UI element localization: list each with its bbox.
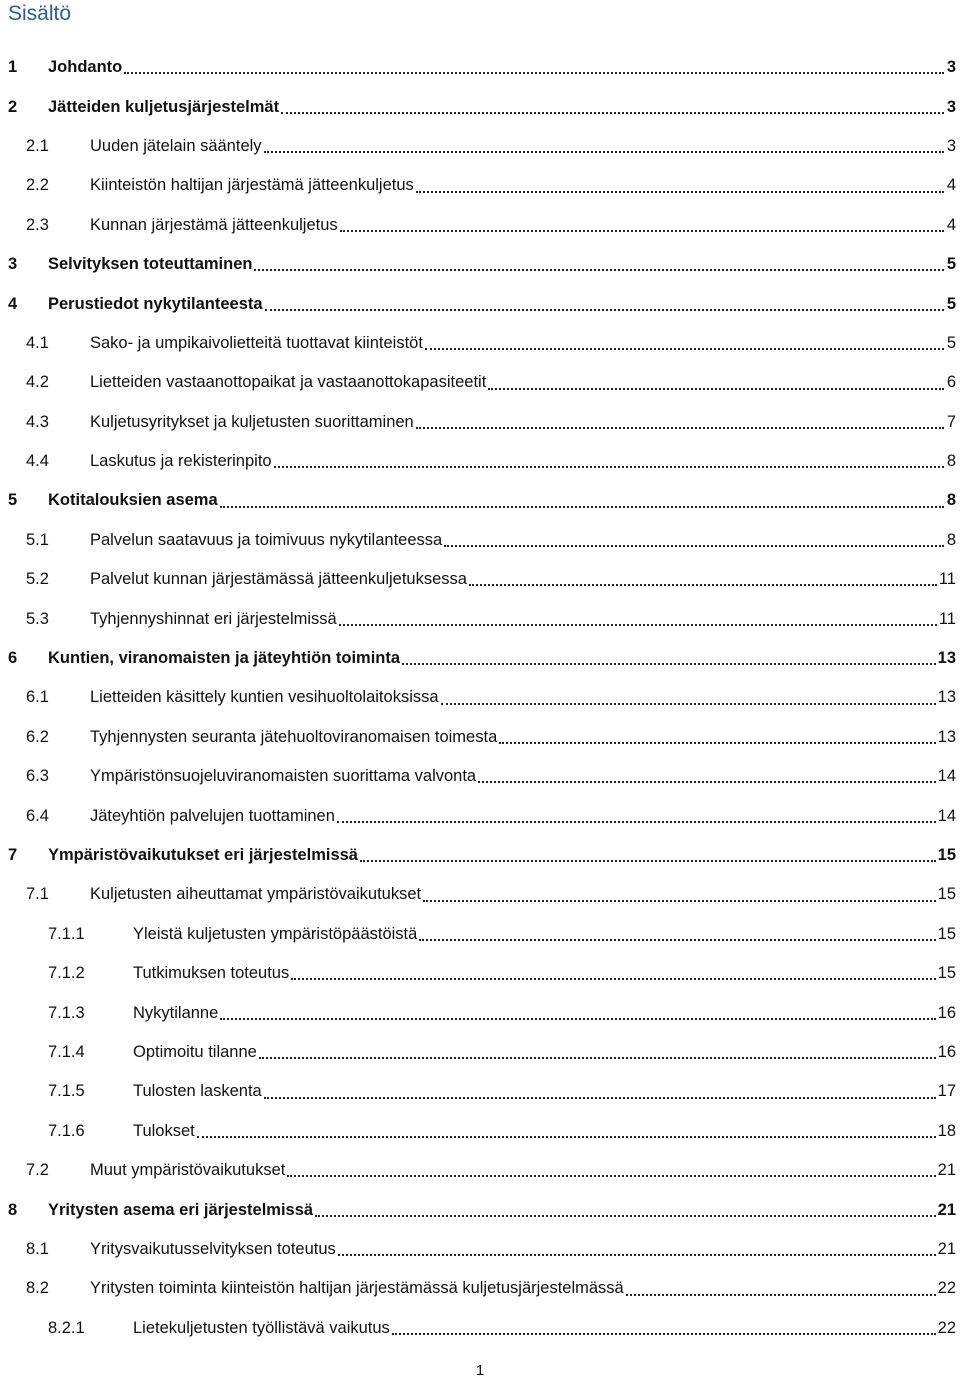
toc-entry-body — [133, 1309, 956, 1348]
toc-entry-title[interactable]: Uuden jätelain sääntely — [90, 136, 262, 155]
toc-entry-title[interactable]: Kotitalouksien asema — [48, 491, 218, 510]
toc-entry[interactable] — [0, 639, 960, 678]
toc-entry[interactable] — [0, 757, 960, 796]
toc-entry[interactable] — [0, 993, 960, 1032]
toc-entry-number: 6.3 — [26, 767, 49, 786]
toc-entry-number: 7.2 — [26, 1161, 49, 1180]
toc-entry-title[interactable]: Ympäristönsuojeluviranomaisten suorittama valvonta — [90, 767, 477, 786]
toc-entry-page: 14 — [937, 767, 956, 786]
toc-entry-page: 5 — [946, 333, 956, 352]
toc-entry-page: 4 — [946, 215, 956, 234]
toc-entry-body — [90, 206, 956, 245]
toc-entry-title[interactable]: Yritysvaikutusselvityksen toteutus — [90, 1239, 336, 1258]
dot-leader — [360, 859, 936, 862]
dot-leader — [499, 741, 935, 744]
toc-entry-page: 15 — [937, 924, 956, 943]
toc-entry-number: 5 — [8, 491, 18, 510]
toc-entry[interactable] — [0, 403, 960, 442]
toc-entry[interactable] — [0, 954, 960, 993]
toc-entry-number: 7.1 — [26, 885, 49, 904]
toc-entry-title[interactable]: Johdanto — [48, 58, 123, 77]
toc-entry-number: 7.1.2 — [48, 964, 85, 983]
toc-entry-number: 2.2 — [26, 176, 49, 195]
toc-entry[interactable] — [0, 87, 960, 126]
dot-leader — [291, 977, 935, 980]
toc-entry-body — [90, 796, 956, 835]
toc-entry-title[interactable]: Kuljetusyritykset ja kuljetusten suorittaminen — [90, 412, 414, 431]
toc-entry-body — [133, 954, 956, 993]
dot-leader — [419, 938, 935, 941]
toc-entry-body — [90, 875, 956, 914]
toc-entry[interactable] — [0, 521, 960, 560]
dot-leader — [469, 583, 937, 586]
toc-entry-number: 8.2 — [26, 1279, 49, 1298]
toc-entry-body — [90, 718, 956, 757]
toc-entry-body — [90, 442, 956, 481]
dot-leader — [416, 190, 944, 193]
toc-entry[interactable] — [0, 1033, 960, 1072]
table-of-contents — [0, 48, 960, 1348]
toc-entry-number: 7.1.3 — [48, 1003, 85, 1022]
toc-entry-body — [90, 1151, 956, 1190]
toc-entry-body — [90, 324, 956, 363]
toc-entry-title[interactable]: Tyhjennysten seuranta jätehuoltoviranomaisen toimesta — [90, 727, 498, 746]
toc-entry-title[interactable]: Jätteiden kuljetusjärjestelmät — [48, 97, 280, 116]
dot-leader — [220, 505, 944, 508]
toc-entry-title[interactable]: Tutkimuksen toteutus — [133, 964, 290, 983]
toc-entry-title[interactable]: Optimoitu tilanne — [133, 1042, 257, 1061]
dot-leader — [287, 1174, 935, 1177]
toc-entry-body — [90, 1230, 956, 1269]
toc-entry-page: 22 — [937, 1279, 956, 1298]
toc-entry-page: 4 — [946, 176, 956, 195]
toc-entry[interactable] — [0, 1309, 960, 1348]
toc-entry-title[interactable]: Palvelut kunnan järjestämässä jätteenkuljetuksessa — [90, 570, 467, 589]
dot-leader — [444, 544, 944, 547]
toc-entry-title[interactable]: Lietteiden vastaanottopaikat ja vastaanottokapasiteetit — [90, 373, 487, 392]
toc-entry-page: 21 — [937, 1161, 956, 1180]
toc-entry-body — [133, 915, 956, 954]
toc-entry-body — [133, 1072, 956, 1111]
toc-entry[interactable] — [0, 678, 960, 717]
toc-entry-title[interactable]: Nykytilanne — [133, 1003, 219, 1022]
dot-leader — [392, 1332, 936, 1335]
toc-entry-page: 8 — [946, 530, 956, 549]
toc-entry-page: 14 — [937, 806, 956, 825]
toc-entry-body — [48, 48, 956, 87]
toc-entry-page: 3 — [946, 97, 956, 116]
toc-entry-number: 8 — [8, 1200, 18, 1219]
toc-entry-page: 3 — [946, 136, 956, 155]
toc-entry[interactable] — [0, 442, 960, 481]
dot-leader — [337, 820, 936, 823]
toc-entry-title[interactable]: Yritysten asema eri järjestelmissä — [48, 1200, 314, 1219]
toc-entry-number: 7.1.6 — [48, 1121, 85, 1140]
toc-entry-page: 5 — [946, 255, 956, 274]
dot-leader — [340, 229, 944, 232]
toc-entry-body — [133, 1112, 956, 1151]
toc-entry-title[interactable]: Kuljetusten aiheuttamat ympäristövaikutukset — [90, 885, 422, 904]
toc-entry[interactable] — [0, 324, 960, 363]
toc-entry-number: 6.1 — [26, 688, 49, 707]
dot-leader — [124, 71, 944, 74]
toc-entry-number: 6.4 — [26, 806, 49, 825]
toc-entry-title[interactable]: Tyhjennyshinnat eri järjestelmissä — [90, 609, 337, 628]
toc-entry-page: 11 — [938, 609, 956, 628]
toc-entry[interactable] — [0, 796, 960, 835]
toc-entry-title[interactable]: Sako- ja umpikaivolietteitä tuottavat kiinteistöt — [90, 333, 423, 352]
toc-entry-title[interactable]: Kunnan järjestämä jätteenkuljetus — [90, 215, 338, 234]
toc-entry[interactable] — [0, 836, 960, 875]
toc-entry-page: 21 — [937, 1239, 956, 1258]
dot-leader — [338, 1253, 936, 1256]
toc-entry-number: 6.2 — [26, 727, 49, 746]
toc-entry[interactable] — [0, 284, 960, 323]
toc-entry[interactable] — [0, 718, 960, 757]
toc-entry-body — [48, 639, 956, 678]
toc-entry[interactable] — [0, 1269, 960, 1308]
dot-leader — [339, 623, 937, 626]
toc-entry-number: 5.3 — [26, 609, 49, 628]
dot-leader — [416, 426, 944, 429]
toc-entry-body — [90, 363, 956, 402]
dot-leader — [425, 347, 944, 350]
toc-entry-page: 13 — [937, 649, 956, 668]
toc-entry-number: 7.1.1 — [48, 924, 85, 943]
toc-entry-title[interactable]: Lietteiden käsittely kuntien vesihuoltolaitoksissa — [90, 688, 439, 707]
toc-entry[interactable] — [0, 560, 960, 599]
dot-leader — [264, 150, 944, 153]
toc-entry-body — [90, 127, 956, 166]
dot-leader — [626, 1293, 936, 1296]
toc-entry-body — [133, 1033, 956, 1072]
dot-leader — [259, 1056, 936, 1059]
toc-entry-number: 2 — [8, 97, 18, 116]
toc-entry-body — [90, 678, 956, 717]
toc-entry-body — [48, 1190, 956, 1229]
toc-entry-body — [48, 284, 956, 323]
toc-entry[interactable] — [0, 875, 960, 914]
dot-leader — [274, 465, 944, 468]
toc-entry-body — [90, 599, 956, 638]
toc-entry-title[interactable]: Yleistä kuljetusten ympäristöpäästöistä — [133, 924, 418, 943]
dot-leader — [197, 1135, 936, 1138]
toc-entry-page: 8 — [946, 452, 956, 471]
toc-entry-title[interactable]: Ympäristövaikutukset eri järjestelmissä — [48, 846, 358, 864]
toc-entry-page: 6 — [946, 373, 956, 392]
toc-entry[interactable] — [0, 48, 960, 87]
toc-entry-number: 2.1 — [26, 136, 49, 155]
toc-entry-page: 13 — [937, 688, 956, 707]
toc-entry-page: 15 — [937, 964, 956, 983]
dot-leader — [441, 702, 936, 705]
toc-entry[interactable] — [0, 1190, 960, 1229]
toc-entry-body — [90, 166, 956, 205]
toc-entry[interactable] — [0, 1151, 960, 1190]
dot-leader — [488, 387, 944, 390]
toc-entry-number: 3 — [8, 255, 18, 274]
toc-entry[interactable] — [0, 915, 960, 954]
toc-entry-number: 7 — [8, 846, 18, 864]
dot-leader — [265, 308, 944, 311]
toc-title: Sisältö — [8, 2, 72, 25]
toc-entry-title[interactable]: Yritysten toiminta kiinteistön haltijan järjestämässä kuljetusjärjestelmässä — [90, 1279, 624, 1298]
dot-leader — [220, 1017, 935, 1020]
toc-entry-number: 8.2.1 — [48, 1318, 85, 1337]
toc-entry[interactable] — [0, 1072, 960, 1111]
toc-entry-page: 5 — [946, 294, 956, 313]
toc-entry-page: 11 — [938, 570, 956, 589]
toc-entry-page: 16 — [937, 1003, 956, 1022]
dot-leader — [281, 111, 944, 114]
toc-entry[interactable] — [0, 1112, 960, 1151]
toc-entry-body — [90, 560, 956, 599]
toc-entry[interactable] — [0, 1230, 960, 1269]
toc-entry[interactable] — [0, 481, 960, 520]
toc-entry-number: 1 — [8, 58, 18, 77]
toc-entry-page: 21 — [937, 1200, 956, 1219]
toc-entry-number: 4.4 — [26, 452, 49, 471]
toc-entry-title[interactable]: Jäteyhtiön palvelujen tuottaminen — [90, 806, 335, 825]
toc-entry-page: 3 — [946, 58, 956, 77]
toc-entry-page: 16 — [937, 1042, 956, 1061]
toc-entry-title[interactable]: Lietekuljetusten työllistävä vaikutus — [133, 1318, 390, 1337]
toc-entry-title[interactable]: Selvityksen toteuttaminen — [48, 255, 253, 274]
toc-entry-number: 4 — [8, 294, 18, 313]
toc-entry-number: 6 — [8, 649, 18, 668]
toc-entry-number: 4.3 — [26, 412, 49, 431]
page-number: 1 — [475, 1362, 485, 1379]
dot-leader — [402, 662, 936, 665]
dot-leader — [264, 1096, 936, 1099]
toc-entry[interactable] — [0, 127, 960, 166]
dot-leader — [254, 268, 944, 271]
toc-entry-number: 5.2 — [26, 570, 49, 589]
toc-entry-title[interactable]: Tulosten laskenta — [133, 1082, 262, 1101]
toc-entry-number: 8.1 — [26, 1239, 49, 1258]
toc-entry-page: 18 — [937, 1121, 956, 1140]
toc-entry-title[interactable]: Kuntien, viranomaisten ja jäteyhtiön toiminta — [48, 649, 401, 668]
toc-entry-page: 22 — [937, 1318, 956, 1337]
toc-entry-number: 4.1 — [26, 333, 49, 352]
toc-entry[interactable] — [0, 363, 960, 402]
toc-entry-body — [90, 403, 956, 442]
toc-entry-title[interactable]: Perustiedot nykytilanteesta — [48, 294, 263, 313]
toc-entry-body — [48, 87, 956, 126]
toc-entry-body — [133, 993, 956, 1032]
toc-entry-page: 13 — [937, 727, 956, 746]
toc-entry-body — [90, 521, 956, 560]
toc-entry-body — [90, 1269, 956, 1308]
toc-entry-number: 2.3 — [26, 215, 49, 234]
toc-entry-page: 15 — [937, 885, 956, 904]
toc-entry[interactable] — [0, 166, 960, 205]
toc-entry-number: 5.1 — [26, 530, 49, 549]
toc-entry-page: 7 — [946, 412, 956, 431]
toc-entry-title[interactable]: Muut ympäristövaikutukset — [90, 1161, 286, 1180]
toc-entry-page: 17 — [937, 1082, 956, 1101]
toc-entry-title[interactable]: Tulokset — [133, 1121, 195, 1140]
toc-entry-number: 7.1.4 — [48, 1042, 85, 1061]
toc-entry-title[interactable]: Kiinteistön haltijan järjestämä jätteenkuljetus — [90, 176, 414, 195]
toc-entry-body — [48, 836, 956, 875]
toc-entry-page: 15 — [937, 846, 956, 864]
toc-entry[interactable] — [0, 599, 960, 638]
toc-entry-page: 8 — [946, 491, 956, 510]
toc-entry[interactable] — [0, 206, 960, 245]
dot-leader — [423, 899, 936, 902]
toc-entry-number: 7.1.5 — [48, 1082, 85, 1101]
dot-leader — [478, 780, 936, 783]
toc-entry-title[interactable]: Palvelun saatavuus ja toimivuus nykytilanteessa — [90, 530, 443, 549]
dot-leader — [315, 1214, 936, 1217]
toc-entry-title[interactable]: Laskutus ja rekisterinpito — [90, 452, 272, 471]
toc-entry-body — [48, 245, 956, 284]
toc-entry-body — [48, 481, 956, 520]
toc-entry-body — [90, 757, 956, 796]
toc-entry[interactable] — [0, 245, 960, 284]
toc-entry-number: 4.2 — [26, 373, 49, 392]
